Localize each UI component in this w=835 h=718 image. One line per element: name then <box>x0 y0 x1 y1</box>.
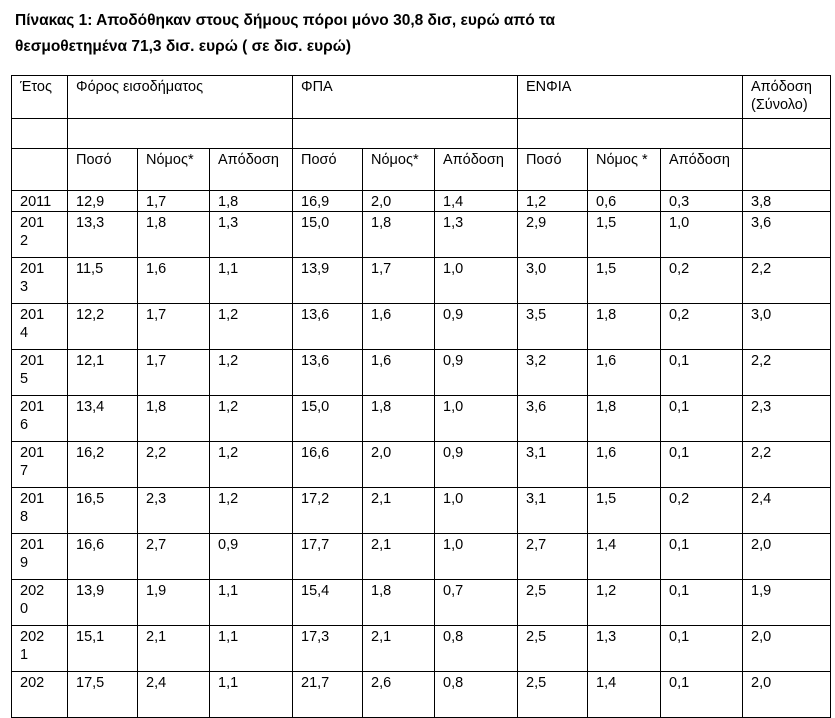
cell-enfia-amount: 2,9 <box>518 212 588 258</box>
cell-year: 202 1 <box>12 626 68 672</box>
cell-vat-yield: 0,9 <box>435 304 518 350</box>
cell-enfia-law: 1,8 <box>588 304 661 350</box>
cell-total-yield: 2,0 <box>743 672 831 718</box>
cell-vat-law: 1,8 <box>363 396 435 442</box>
cell-year: 2011 <box>12 191 68 212</box>
cell-enfia-yield: 0,2 <box>661 258 743 304</box>
cell-enfia-amount: 3,1 <box>518 442 588 488</box>
cell-vat-law: 2,1 <box>363 534 435 580</box>
cell-income-yield: 1,2 <box>210 396 293 442</box>
table-row <box>12 488 831 534</box>
caption-line-1: Πίνακας 1: Αποδόθηκαν στους δήμους πόροι μόνο 30,8 δισ, ευρώ από τα <box>15 12 556 29</box>
cell-enfia-yield: 0,1 <box>661 350 743 396</box>
cell-vat-yield: 1,0 <box>435 258 518 304</box>
blank-cell <box>12 149 68 191</box>
subheader-row <box>12 149 831 191</box>
cell-income-law: 1,7 <box>138 350 210 396</box>
cell-vat-law: 1,8 <box>363 580 435 626</box>
cell-income-law: 1,9 <box>138 580 210 626</box>
cell-vat-yield: 1,0 <box>435 488 518 534</box>
cell-income-law: 1,7 <box>138 304 210 350</box>
header-income-tax: Φόρος εισοδήματος <box>68 76 293 119</box>
cell-income-amount: 12,1 <box>68 350 138 396</box>
cell-income-amount: 11,5 <box>68 258 138 304</box>
cell-income-amount: 16,5 <box>68 488 138 534</box>
cell-income-law: 2,3 <box>138 488 210 534</box>
caption-line-2: θεσμοθετημένα 71,3 δισ. ευρώ ( σε δισ. ευρώ) <box>15 38 351 55</box>
header-year: Έτος <box>12 76 68 119</box>
cell-year: 201 5 <box>12 350 68 396</box>
cell-total-yield: 3,0 <box>743 304 831 350</box>
subheader-income-law: Νόμος* <box>138 149 210 191</box>
cell-total-yield: 2,2 <box>743 350 831 396</box>
cell-total-yield: 2,2 <box>743 258 831 304</box>
table-row <box>12 350 831 396</box>
cell-year: 201 4 <box>12 304 68 350</box>
cell-vat-amount: 13,6 <box>293 304 363 350</box>
cell-vat-law: 1,8 <box>363 212 435 258</box>
cell-income-amount: 13,9 <box>68 580 138 626</box>
cell-enfia-yield: 0,3 <box>661 191 743 212</box>
table-row <box>12 396 831 442</box>
blank-cell <box>743 149 831 191</box>
cell-vat-amount: 16,6 <box>293 442 363 488</box>
cell-vat-amount: 13,9 <box>293 258 363 304</box>
subheader-enfia-law: Νόμος * <box>588 149 661 191</box>
cell-vat-amount: 15,4 <box>293 580 363 626</box>
cell-income-yield: 1,1 <box>210 672 293 718</box>
cell-vat-amount: 15,0 <box>293 396 363 442</box>
subheader-income-yield: Απόδοση <box>210 149 293 191</box>
cell-enfia-law: 1,4 <box>588 534 661 580</box>
cell-total-yield: 3,6 <box>743 212 831 258</box>
cell-enfia-yield: 1,0 <box>661 212 743 258</box>
cell-total-yield: 3,8 <box>743 191 831 212</box>
cell-year: 201 8 <box>12 488 68 534</box>
cell-income-yield: 1,1 <box>210 258 293 304</box>
cell-vat-law: 1,6 <box>363 350 435 396</box>
cell-enfia-yield: 0,2 <box>661 304 743 350</box>
cell-year: 201 3 <box>12 258 68 304</box>
blank-cell <box>518 119 743 149</box>
cell-enfia-amount: 3,2 <box>518 350 588 396</box>
cell-income-yield: 1,1 <box>210 626 293 672</box>
cell-total-yield: 2,0 <box>743 534 831 580</box>
table-caption <box>15 8 815 60</box>
cell-enfia-amount: 3,5 <box>518 304 588 350</box>
table-row <box>12 534 831 580</box>
table-row <box>12 672 831 718</box>
cell-vat-amount: 17,2 <box>293 488 363 534</box>
blank-row <box>12 119 831 149</box>
cell-enfia-yield: 0,1 <box>661 396 743 442</box>
table-row <box>12 442 831 488</box>
cell-enfia-law: 1,4 <box>588 672 661 718</box>
cell-vat-yield: 0,7 <box>435 580 518 626</box>
cell-vat-yield: 0,8 <box>435 626 518 672</box>
cell-enfia-amount: 3,6 <box>518 396 588 442</box>
cell-income-law: 1,8 <box>138 212 210 258</box>
cell-enfia-amount: 1,2 <box>518 191 588 212</box>
cell-income-amount: 12,9 <box>68 191 138 212</box>
cell-income-yield: 1,2 <box>210 488 293 534</box>
header-row <box>12 76 831 119</box>
header-total-line1: Απόδοση <box>751 79 812 95</box>
cell-income-law: 2,7 <box>138 534 210 580</box>
cell-income-amount: 13,3 <box>68 212 138 258</box>
table-row <box>12 258 831 304</box>
blank-cell <box>293 119 518 149</box>
cell-income-yield: 1,2 <box>210 442 293 488</box>
cell-enfia-amount: 2,5 <box>518 626 588 672</box>
cell-enfia-amount: 2,5 <box>518 580 588 626</box>
cell-year: 201 9 <box>12 534 68 580</box>
cell-income-yield: 1,3 <box>210 212 293 258</box>
cell-enfia-law: 1,5 <box>588 488 661 534</box>
cell-enfia-yield: 0,1 <box>661 672 743 718</box>
cell-vat-amount: 17,7 <box>293 534 363 580</box>
cell-year: 202 0 <box>12 580 68 626</box>
header-total <box>743 76 831 119</box>
header-total-line2: (Σύνολο) <box>751 97 808 113</box>
cell-income-yield: 1,2 <box>210 304 293 350</box>
cell-income-yield: 1,1 <box>210 580 293 626</box>
cell-enfia-yield: 0,1 <box>661 534 743 580</box>
cell-vat-yield: 0,9 <box>435 442 518 488</box>
cell-total-yield: 1,9 <box>743 580 831 626</box>
cell-income-amount: 16,2 <box>68 442 138 488</box>
cell-vat-yield: 0,8 <box>435 672 518 718</box>
cell-income-law: 1,8 <box>138 396 210 442</box>
cell-enfia-law: 1,6 <box>588 350 661 396</box>
cell-total-yield: 2,0 <box>743 626 831 672</box>
cell-income-yield: 1,8 <box>210 191 293 212</box>
table-row <box>12 626 831 672</box>
cell-enfia-law: 1,6 <box>588 442 661 488</box>
cell-income-amount: 16,6 <box>68 534 138 580</box>
cell-vat-law: 1,6 <box>363 304 435 350</box>
cell-income-amount: 13,4 <box>68 396 138 442</box>
cell-total-yield: 2,2 <box>743 442 831 488</box>
header-enfia: ΕΝΦΙΑ <box>518 76 743 119</box>
cell-income-law: 1,6 <box>138 258 210 304</box>
subheader-vat-amount: Ποσό <box>293 149 363 191</box>
table-row <box>12 212 831 258</box>
subheader-enfia-yield: Απόδοση <box>661 149 743 191</box>
cell-income-amount: 17,5 <box>68 672 138 718</box>
cell-income-law: 2,1 <box>138 626 210 672</box>
cell-income-law: 2,2 <box>138 442 210 488</box>
subheader-income-amount: Ποσό <box>68 149 138 191</box>
cell-vat-law: 2,1 <box>363 626 435 672</box>
cell-vat-yield: 1,0 <box>435 396 518 442</box>
cell-enfia-yield: 0,2 <box>661 488 743 534</box>
cell-vat-amount: 16,9 <box>293 191 363 212</box>
cell-enfia-law: 1,2 <box>588 580 661 626</box>
table-row <box>12 580 831 626</box>
revenue-table <box>11 75 831 718</box>
cell-enfia-amount: 2,7 <box>518 534 588 580</box>
cell-vat-yield: 1,3 <box>435 212 518 258</box>
cell-enfia-amount: 3,1 <box>518 488 588 534</box>
cell-enfia-amount: 2,5 <box>518 672 588 718</box>
cell-vat-law: 2,0 <box>363 442 435 488</box>
header-vat: ΦΠΑ <box>293 76 518 119</box>
cell-vat-amount: 13,6 <box>293 350 363 396</box>
cell-total-yield: 2,4 <box>743 488 831 534</box>
subheader-vat-yield: Απόδοση <box>435 149 518 191</box>
subheader-enfia-amount: Ποσό <box>518 149 588 191</box>
subheader-vat-law: Νόμος* <box>363 149 435 191</box>
cell-enfia-law: 1,8 <box>588 396 661 442</box>
cell-enfia-law: 1,5 <box>588 212 661 258</box>
cell-total-yield: 2,3 <box>743 396 831 442</box>
cell-income-yield: 1,2 <box>210 350 293 396</box>
cell-income-amount: 12,2 <box>68 304 138 350</box>
cell-vat-amount: 17,3 <box>293 626 363 672</box>
blank-cell <box>68 119 293 149</box>
cell-income-amount: 15,1 <box>68 626 138 672</box>
table-row <box>12 191 831 212</box>
cell-vat-yield: 0,9 <box>435 350 518 396</box>
cell-enfia-law: 0,6 <box>588 191 661 212</box>
blank-cell <box>743 119 831 149</box>
cell-vat-law: 2,1 <box>363 488 435 534</box>
blank-cell <box>12 119 68 149</box>
cell-vat-yield: 1,0 <box>435 534 518 580</box>
cell-enfia-yield: 0,1 <box>661 626 743 672</box>
cell-income-yield: 0,9 <box>210 534 293 580</box>
cell-enfia-yield: 0,1 <box>661 580 743 626</box>
cell-year: 202 <box>12 672 68 718</box>
table-row <box>12 304 831 350</box>
cell-income-law: 1,7 <box>138 191 210 212</box>
cell-year: 201 6 <box>12 396 68 442</box>
cell-year: 201 7 <box>12 442 68 488</box>
cell-vat-amount: 15,0 <box>293 212 363 258</box>
cell-enfia-law: 1,3 <box>588 626 661 672</box>
cell-vat-law: 1,7 <box>363 258 435 304</box>
cell-year: 201 2 <box>12 212 68 258</box>
cell-income-law: 2,4 <box>138 672 210 718</box>
cell-vat-law: 2,6 <box>363 672 435 718</box>
cell-enfia-amount: 3,0 <box>518 258 588 304</box>
cell-vat-yield: 1,4 <box>435 191 518 212</box>
cell-vat-amount: 21,7 <box>293 672 363 718</box>
cell-enfia-yield: 0,1 <box>661 442 743 488</box>
cell-enfia-law: 1,5 <box>588 258 661 304</box>
cell-vat-law: 2,0 <box>363 191 435 212</box>
